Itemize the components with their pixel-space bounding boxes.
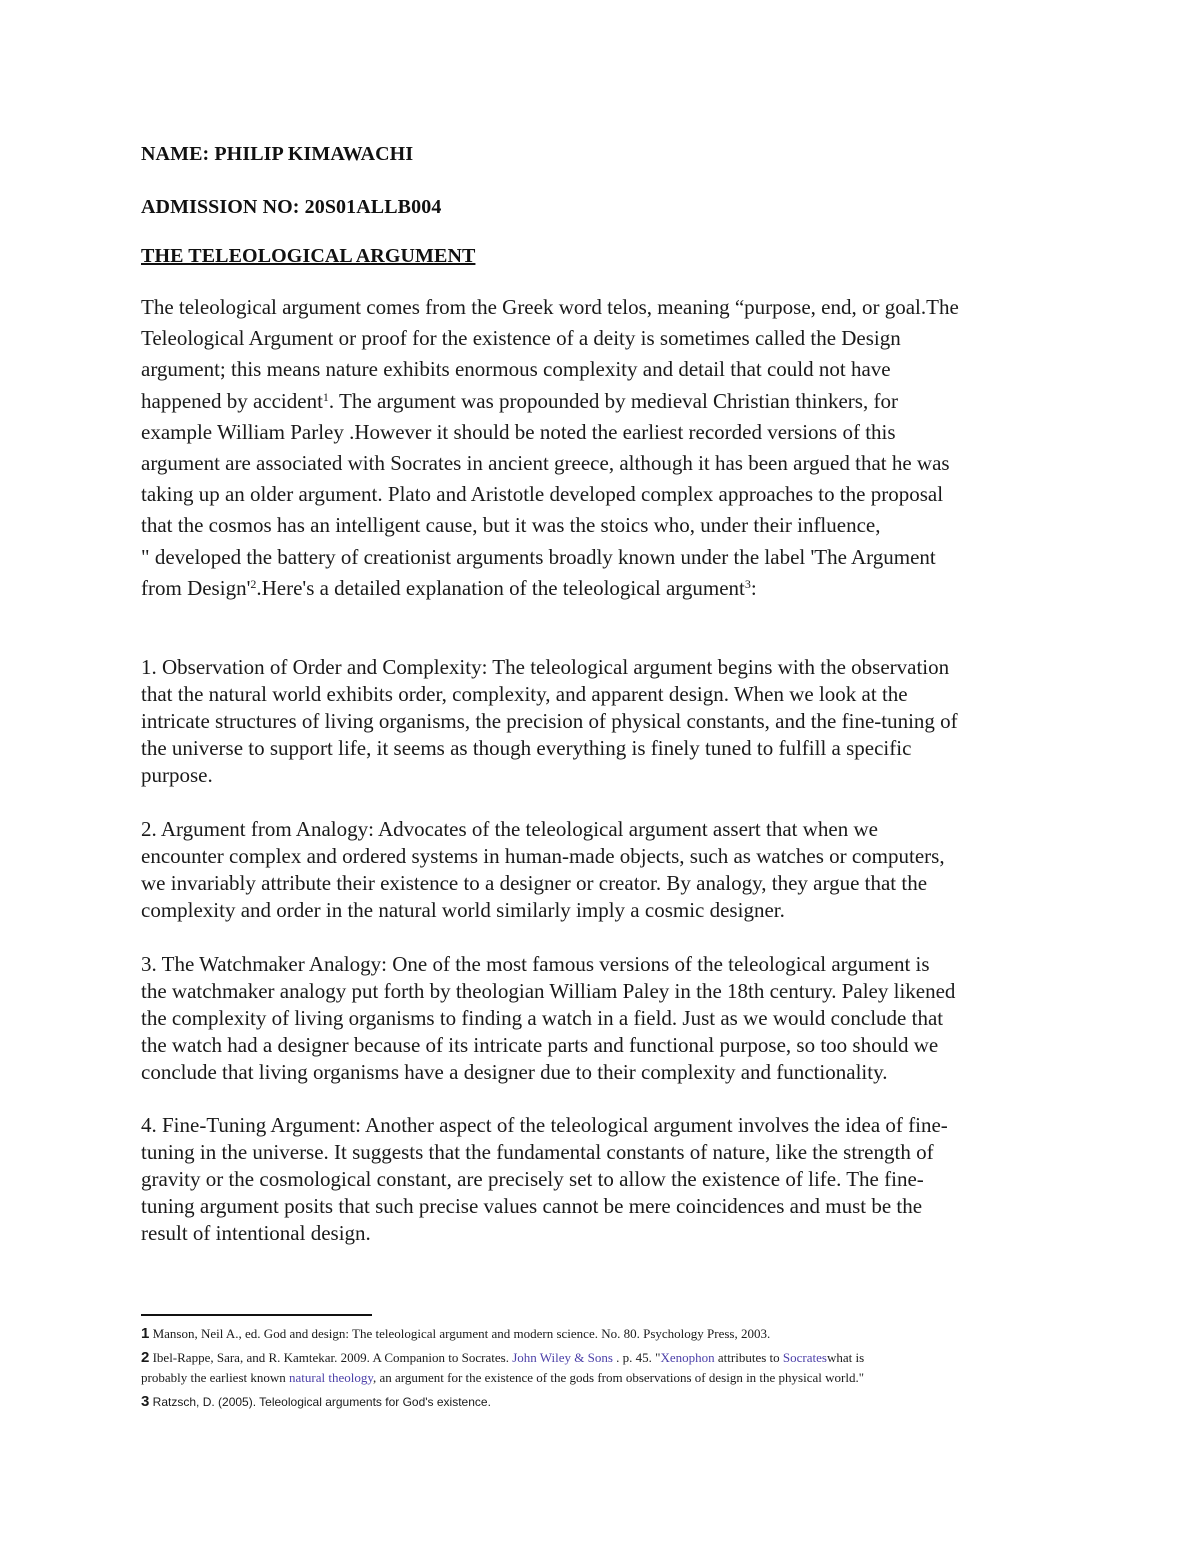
- item-line: 1. Observation of Order and Complexity: The teleological argument begins with the observation: [141, 655, 950, 679]
- intro-text: happened by accident: [141, 388, 323, 413]
- item-line: tuning argument posits that such precise values cannot be mere coincidences and must be the: [141, 1194, 923, 1218]
- footnote-ref-3: 3: [744, 576, 751, 591]
- footnote-2: [141, 1348, 1071, 1388]
- list-item: [141, 654, 1071, 789]
- list-item: [141, 1112, 1071, 1247]
- footnote-text: attributes to: [714, 1350, 783, 1365]
- footnote-text: Ibel-Rappe, Sara, and R. Kamtekar. 2009. A Companion to Socrates.: [149, 1350, 513, 1365]
- intro-line: argument are associated with Socrates in ancient greece, although it has been argued that he was: [141, 451, 950, 476]
- intro-text: . The argument was propounded by medieval Christian thinkers, for: [328, 388, 898, 413]
- list-item: [141, 816, 1071, 924]
- footnote-line: [141, 1348, 1071, 1368]
- item-line: intricate structures of living organisms, the precision of physical constants, and the fine-tuning of: [141, 709, 958, 733]
- item-line: the watch had a designer because of its intricate parts and functional purpose, so too should we: [141, 1033, 939, 1057]
- footnote-text: Ratzsch, D. (2005). Teleological arguments for God's existence.: [149, 1395, 491, 1409]
- footnote-3: [141, 1392, 1071, 1412]
- item-line: conclude that living organisms have a designer due to their complexity and functionality.: [141, 1060, 888, 1084]
- footnote-link-publisher[interactable]: John Wiley & Sons: [512, 1350, 613, 1365]
- item-line: gravity or the cosmological constant, are precisely set to allow the existence of life. The fine-: [141, 1167, 924, 1191]
- intro-line: example William Parley .However it should be noted the earliest recorded versions of this: [141, 419, 896, 444]
- footnote-1: [141, 1324, 1071, 1344]
- footnote-line: [141, 1392, 1071, 1412]
- item-line: the watchmaker analogy put forth by theologian William Paley in the 18th century. Paley likened: [141, 979, 956, 1003]
- intro-line: that the cosmos has an intelligent cause, but it was the stoics who, under their influence,: [141, 513, 881, 538]
- footnote-ref-2: 2: [250, 576, 257, 591]
- footnote-number: 1: [141, 1325, 150, 1342]
- item-line: 3. The Watchmaker Analogy: One of the most famous versions of the teleological argument is: [141, 952, 930, 976]
- intro-paragraph: [141, 292, 1071, 604]
- footnote-text: , an argument for the existence of the gods from observations of design in the physical world.": [373, 1370, 865, 1385]
- intro-text: :: [750, 575, 757, 600]
- intro-line: Teleological Argument or proof for the existence of a deity is sometimes called the Design: [141, 326, 901, 351]
- item-line: that the natural world exhibits order, complexity, and apparent design. When we look at the: [141, 682, 908, 706]
- footnote-divider: [141, 1314, 372, 1316]
- intro-text: .Here's a detailed explanation of the teleological argument: [256, 575, 745, 600]
- item-line: result of intentional design.: [141, 1221, 371, 1245]
- footnote-text: probably the earliest known: [141, 1370, 290, 1385]
- intro-text: from Design': [141, 575, 251, 600]
- document-title: THE TELEOLOGICAL ARGUMENT: [141, 245, 476, 267]
- footnote-text: what is: [826, 1350, 865, 1365]
- item-line: purpose.: [141, 763, 213, 787]
- intro-line: taking up an older argument. Plato and Aristotle developed complex approaches to the proposal: [141, 482, 944, 507]
- item-line: the universe to support life, it seems as though everything is finely tuned to fulfill a specific: [141, 736, 912, 760]
- footnote-text: Manson, Neil A., ed. God and design: The teleological argument and modern science. No. 80. Psychology Press, 2003.: [149, 1326, 771, 1341]
- footnote-number: 3: [141, 1393, 150, 1410]
- intro-line: The teleological argument comes from the Greek word telos, meaning “purpose, end, or goal.The: [141, 295, 959, 319]
- footnote-line: [141, 1368, 1071, 1388]
- intro-line: argument; this means nature exhibits enormous complexity and detail that could not have: [141, 357, 891, 382]
- footnote-number: 2: [141, 1349, 150, 1366]
- footnote-link-natural-theology[interactable]: natural theology: [289, 1370, 374, 1385]
- item-line: complexity and order in the natural world similarly imply a cosmic designer.: [141, 898, 785, 922]
- student-name: NAME: PHILIP KIMAWACHI: [141, 143, 414, 165]
- intro-line: " developed the battery of creationist arguments broadly known under the label 'The Argument: [141, 544, 936, 569]
- footnote-text: . p. 45. ": [612, 1350, 661, 1365]
- footnote-line: [141, 1324, 1071, 1344]
- footnote-link-socrates[interactable]: Socrates: [782, 1350, 827, 1365]
- list-item: [141, 951, 1071, 1086]
- item-line: tuning in the universe. It suggests that the fundamental constants of nature, like the strength of: [141, 1140, 934, 1164]
- admission-number: ADMISSION NO: 20S01ALLB004: [141, 196, 442, 218]
- item-line: 4. Fine-Tuning Argument: Another aspect of the teleological argument involves the idea of fine-: [141, 1113, 948, 1137]
- footnote-ref-1: 1: [322, 389, 329, 404]
- intro-line: [141, 386, 1071, 417]
- item-line: we invariably attribute their existence to a designer or creator. By analogy, they argue that the: [141, 871, 928, 895]
- intro-line: [141, 573, 1071, 604]
- footnote-link-xenophon[interactable]: Xenophon: [660, 1350, 715, 1365]
- item-line: 2. Argument from Analogy: Advocates of the teleological argument assert that when we: [141, 817, 878, 841]
- item-line: the complexity of living organisms to finding a watch in a field. Just as we would conclude that: [141, 1006, 944, 1030]
- item-line: encounter complex and ordered systems in human-made objects, such as watches or computers,: [141, 844, 945, 868]
